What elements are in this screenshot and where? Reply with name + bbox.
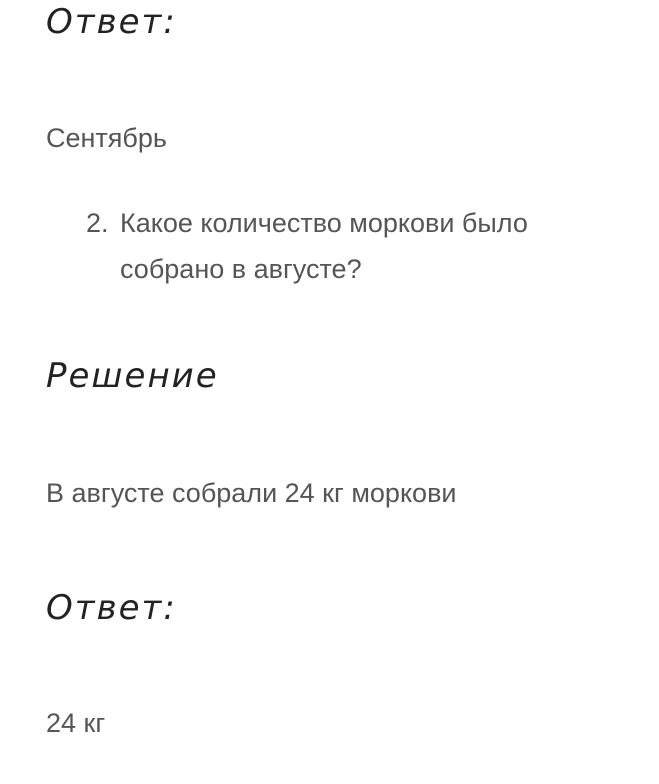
question-text: Какое количество моркови было собрано в августе? bbox=[120, 208, 528, 284]
solution-heading: Решение bbox=[46, 356, 219, 396]
answer-text: Сентябрь bbox=[46, 123, 167, 153]
answer-text-second: 24 кг bbox=[46, 708, 106, 738]
question-item bbox=[86, 200, 626, 292]
question-number: 2. bbox=[86, 208, 109, 238]
solution-text: В августе собрали 24 кг моркови bbox=[46, 478, 457, 508]
answer-heading-second: Ответ: bbox=[46, 588, 177, 628]
answer-heading: Ответ: bbox=[46, 2, 177, 42]
